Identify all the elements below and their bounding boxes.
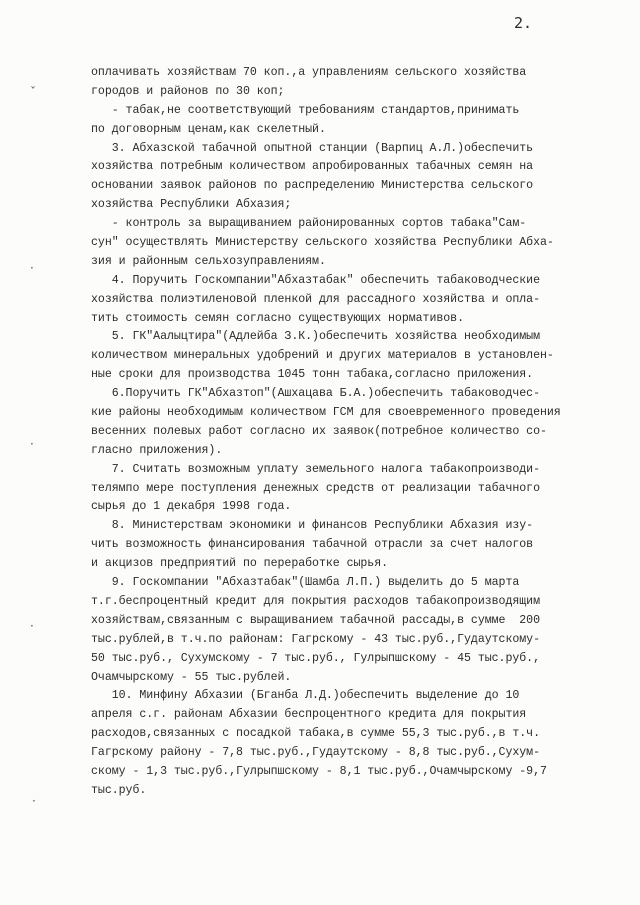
- text-line: тить стоимость семян согласно существующих нормативов.: [91, 311, 464, 325]
- text-line: 5. ГК"Аалыцтира"(Адлейба З.К.)обеспечить хозяйства необходимым: [91, 330, 540, 344]
- page-number: 2.: [514, 14, 533, 32]
- text-line: гласно приложения).: [91, 443, 223, 457]
- text-line: и акцизов предприятий по переработке сырья.: [91, 557, 389, 571]
- text-line: Гагрскому району - 7,8 тыс.руб.,Гудаутскому - 8,8 тыс.руб.,Сухум-: [91, 746, 540, 760]
- text-line: чить возможность финансирования табачной отрасли за счет налогов: [91, 538, 534, 552]
- text-line: Очамчырскому - 55 тыс.рублей.: [91, 670, 292, 684]
- text-line: количеством минеральных удобрений и других материалов в установлен-: [91, 349, 554, 363]
- text-line: оплачивать хозяйствам 70 коп.,а управлениям сельского хозяйства: [91, 66, 527, 79]
- text-line: кие районы необходимым количеством ГСМ для своевременного проведения: [91, 406, 561, 420]
- text-line: хозяйствам,связанным с выращиванием табачной рассады,в сумме 200: [91, 613, 540, 627]
- text-line: 50 тыс.руб., Сухумскому - 7 тыс.руб., Гулрыпшскому - 45 тыс.руб.,: [91, 651, 540, 665]
- text-line: тыс.руб.: [91, 783, 147, 797]
- text-line: расходов,связанных с посадкой табака,в сумме 55,3 тыс.руб.,в т.ч.: [91, 727, 540, 741]
- text-line: скому - 1,3 тыс.руб.,Гулрыпшскому - 8,1 тыс.руб.,Очамчырскому -9,7: [91, 764, 547, 778]
- text-line: 9. Госкомпании "Абхазтабак"(Шамба Л.П.) выделить до 5 марта: [91, 576, 520, 590]
- text-line: тыс.рублей,в т.ч.по районам: Гагрскому - 43 тыс.руб.,Гудаутскому-: [91, 632, 540, 646]
- text-line: ные сроки для производства 1045 тонн табака,согласно приложения.: [91, 368, 534, 382]
- text-line: телямпо мере поступления денежных средств от реализации табачного: [91, 481, 540, 495]
- text-line: сырья до 1 декабря 1998 года.: [91, 500, 292, 514]
- text-line: зия и районным сельхозуправлениям.: [91, 254, 326, 268]
- text-line: по договорным ценам,как скелетный.: [91, 122, 326, 136]
- text-line: хозяйства потребным количеством апробированных табачных семян на: [91, 160, 534, 174]
- text-line: - контроль за выращиванием районированных сортов табака"Сам-: [91, 217, 527, 231]
- text-line: т.г.беспроцентный кредит для покрытия расходов табакопроизводящим: [91, 594, 540, 608]
- scan-speck: ·: [32, 794, 36, 808]
- text-line: хозяйства Республики Абхазия;: [91, 198, 292, 212]
- text-line: 8. Министерствам экономики и финансов Республики Абхазия изу-: [91, 519, 534, 533]
- text-line: апреля с.г. районам Абхазии беспроцентного кредита для покрытия: [91, 708, 527, 722]
- text-line: 10. Минфину Абхазии (Бганба Л.Д.)обеспечить выделение до 10: [91, 689, 520, 703]
- scan-speck: ·: [30, 437, 34, 451]
- text-line: сун" осуществлять Министерству сельского хозяйства Республики Абха-: [91, 236, 554, 250]
- document-body: [91, 64, 611, 801]
- scan-speck: ˇ: [30, 85, 36, 99]
- scan-speck: ·: [30, 619, 34, 633]
- text-line: 7. Считать возможным уплату земельного налога табакопроизводи-: [91, 462, 540, 476]
- text-line: основании заявок районов по распределению Министерства сельского: [91, 179, 534, 193]
- text-line: 6.Поручить ГК"Абхазтоп"(Ашхацава Б.А.)обеспечить табаководчес-: [91, 387, 540, 401]
- text-line: 4. Поручить Госкомпании"Абхазтабак" обеспечить табаководческие: [91, 273, 540, 287]
- text-line: городов и районов по 30 коп;: [91, 84, 285, 98]
- text-line: - табак,не соответствующий требованиям стандартов,принимать: [91, 103, 520, 117]
- text-line: хозяйства полиэтиленовой пленкой для рассадного хозяйства и опла-: [91, 292, 540, 306]
- scan-speck: ·: [30, 261, 34, 275]
- text-line: 3. Абхазской табачной опытной станции (Варпиц А.Л.)обеспечить: [91, 141, 534, 155]
- text-line: весенних полевых работ согласно их заявок(потребное количество со-: [91, 424, 547, 438]
